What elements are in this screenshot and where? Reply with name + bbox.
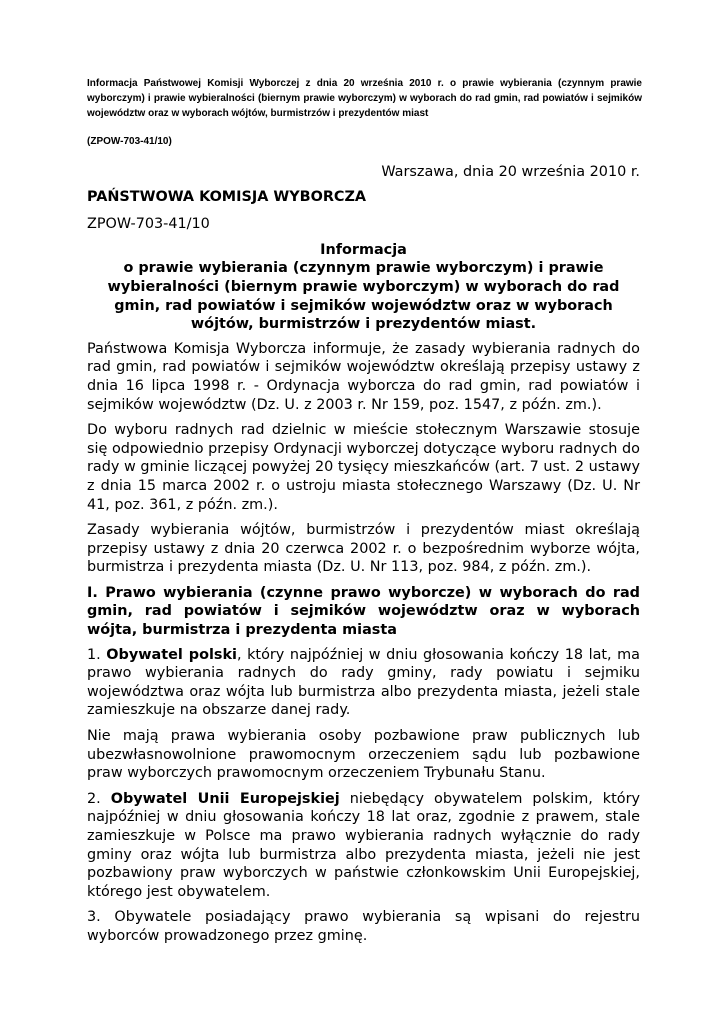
header-reference: (ZPOW-703-41/10): [87, 136, 172, 147]
item-2-number: 2.: [87, 790, 101, 807]
document-title: [87, 241, 640, 334]
intro-paragraph-1: Państwowa Komisja Wyborcza informuje, że zasady wybierania radnych do rad gmin, rad powiatów i sejmików województw określają przepisy ustawy z dnia 16 lipca 1998 r. - Ordynacja wyborcza do rad gmin, rad powiatów i sejmików województw (Dz. U. z 2003 r. Nr 159, poz. 1547, z późn. zm.).: [87, 340, 640, 413]
item-1-text: , który najpóźniej w dniu głosowania kończy 18 lat, ma prawo wybierania radnych do rady gminy, rady powiatu i sejmiku województwa oraz wójta lub burmistrza albo prezydenta miasta, jeżeli stale zamieszkuje na obszarze danej rady.: [87, 646, 640, 719]
item-2-bold-term: Obywatel Unii Europejskiej: [110, 790, 340, 807]
intro-paragraph-3: Zasady wybierania wójtów, burmistrzów i prezydentów miast określają przepisy ustawy z dnia 20 czerwca 2002 r. o bezpośrednim wyborze wójta, burmistrza i prezydenta miasta (Dz. U. Nr 113, poz. 984, z późn. zm.).: [87, 522, 640, 576]
date-line: Warszawa, dnia 20 września 2010 r.: [381, 164, 640, 180]
item-3-paragraph: 3. Obywatele posiadający prawo wybierania są wpisani do rejestru wyborców prowadzonego przez gminę.: [87, 909, 640, 944]
intro-paragraph-2: Do wyboru radnych rad dzielnic w mieście stołecznym Warszawie stosuje się odpowiednio przepisy Ordynacji wyborczej dotyczące wyboru radnych do rady w gminie liczącej powyżej 20 tysięcy mieszkańców (art. 7 ust. 2 ustawy z dnia 15 marca 2002 r. o ustroju miasta stołecznego Warszawy (Dz. U. Nr 41, poz. 361, z późn. zm.).: [87, 422, 640, 513]
item-1-bold-term: Obywatel polski: [106, 646, 237, 663]
item-2-text: niebędący obywatelem polskim, który najpóźniej w dniu głosowania kończy 18 lat oraz, zgodnie z prawem, stale zamieszkuje w Polsce ma prawo wybierania radnych wyłącznie do rady gminy oraz wójta lub burmistrza albo prezydenta miasta, jeżeli nie jest pozbawiony praw wyborczych w państwie członkowskim Unii Europejskiej, którego jest obywatelem.: [87, 790, 641, 900]
title-text: o prawie wybierania (czynnym prawie wyborczym) i prawie wybieralności (biernym prawie wyborczym) w wyborach do rad gmin, rad powiatów i sejmików województw oraz w wyborach wójtów, burmistrzów i prezydentów miast.: [107, 260, 620, 333]
title-heading: Informacja: [320, 241, 407, 258]
document-signature: ZPOW-703-41/10: [87, 216, 210, 233]
header-note: [87, 76, 642, 149]
header-note-text: Informacja Państwowej Komisji Wyborczej z dnia 20 września 2010 r. o prawie wybierania (czynnym prawie wyborczym) i prawie wybieralności (biernym prawie wyborczym) w wyborach do rad gmin, rad powiatów i sejmików województw oraz w wyborach wójtów, burmistrzów i prezydentów miast: [87, 78, 642, 119]
item-1-paragraph: [87, 646, 640, 720]
item-1-note: Nie mają prawa wybierania osoby pozbawione praw publicznych lub ubezwłasnowolnione prawomocnym orzeczeniem sądu lub pozbawione praw wyborczych prawomocnym orzeczeniem Trybunału Stanu.: [87, 728, 640, 782]
organization-name: PAŃSTWOWA KOMISJA WYBORCZA: [87, 188, 367, 205]
item-1-number: 1.: [87, 646, 101, 663]
document-body: [87, 163, 640, 953]
item-2-paragraph: [87, 790, 640, 902]
section-1-heading: I. Prawo wybierania (czynne prawo wyborcze) w wyborach do rad gmin, rad powiatów i sejmików województw oraz w wyborach wójta, burmistrza i prezydenta miasta: [87, 584, 640, 639]
